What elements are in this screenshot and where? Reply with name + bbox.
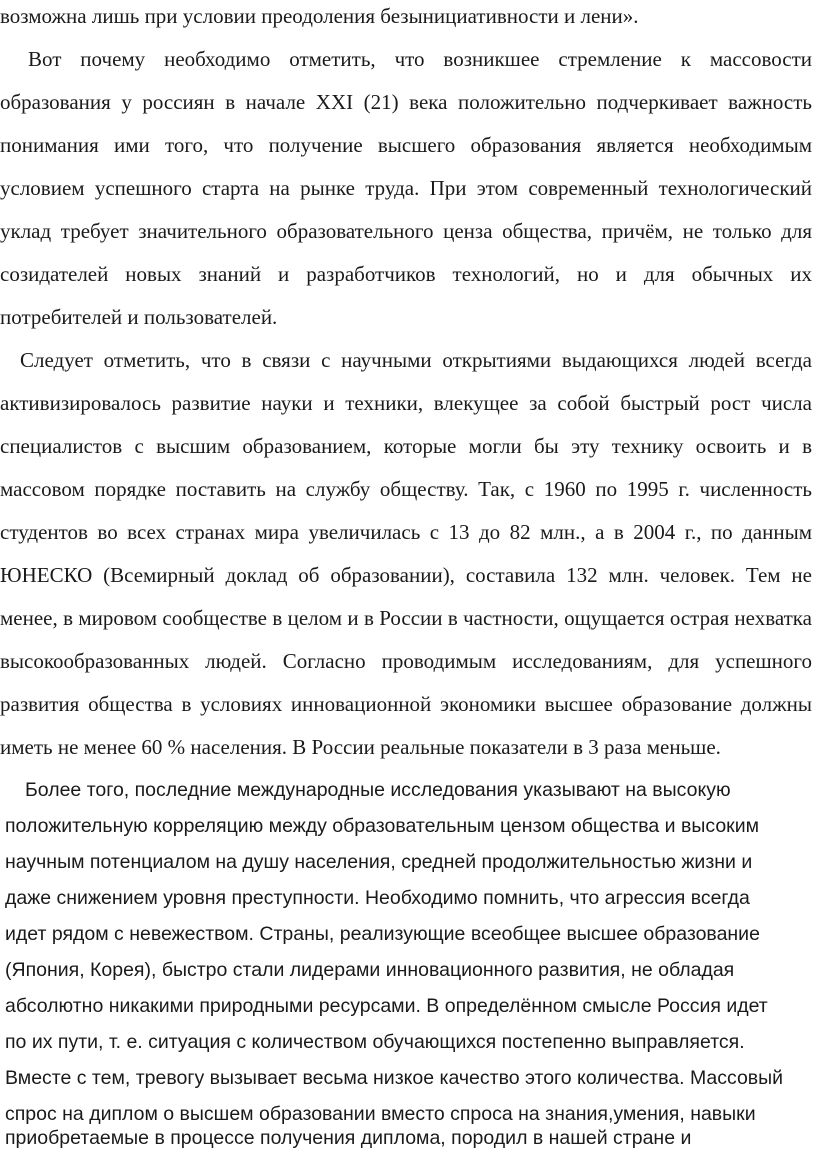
- text-line: понимания ими того, что получение высшего образования является необходимым: [0, 133, 812, 157]
- text-line: приобретаемые в процессе получения диплома, породил в нашей стране и: [5, 1127, 692, 1149]
- text-line: (Япония, Корея), быстро стали лидерами инновационного развития, не обладая: [5, 959, 735, 981]
- text-line: даже снижением уровня преступности. Необходимо помнить, что агрессия всегда: [5, 887, 750, 909]
- text-line: возможна лишь при условии преодоления безынициативности и лени».: [0, 4, 639, 28]
- text-line: специалистов с высшим образованием, которые могли бы эту технику освоить и в: [0, 434, 812, 458]
- text-line: Вот почему необходимо отметить, что возникшее стремление к массовости: [28, 47, 812, 71]
- text-line: положительную корреляцию между образовательным цензом общества и высоким: [5, 815, 760, 837]
- text-line: научным потенциалом на душу населения, средней продолжительностью жизни и: [5, 851, 753, 873]
- text-line: менее, в мировом сообществе в целом и в России в частности, ощущается острая нехватка: [0, 606, 812, 630]
- text-line: студентов во всех странах мира увеличилась с 13 до 82 млн., а в 2004 г., по данным: [0, 520, 812, 544]
- text-line: Вместе с тем, тревогу вызывает весьма низкое качество этого количества. Массовый: [5, 1067, 784, 1089]
- text-line: условием успешного старта на рынке труда. При этом современный технологический: [0, 176, 812, 200]
- text-line: иметь не менее 60 % населения. В России реальные показатели в 3 раза меньше.: [0, 735, 721, 759]
- text-line: потребителей и пользователей.: [0, 305, 278, 329]
- text-line: абсолютно никакими природными ресурсами. В определённом смысле Россия идет: [5, 995, 768, 1017]
- text-line: Следует отметить, что в связи с научными открытиями выдающихся людей всегда: [20, 348, 812, 372]
- text-line: Более того, последние международные исследования указывают на высокую: [25, 779, 731, 801]
- text-line: высокообразованных людей. Согласно проводимым исследованиям, для успешного: [0, 649, 812, 673]
- text-line: созидателей новых знаний и разработчиков технологий, но и для обычных их: [0, 262, 812, 286]
- text-line: идет рядом с невежеством. Страны, реализующие всеобщее высшее образование: [5, 923, 760, 945]
- text-line: спрос на диплом о высшем образовании вместо спроса на знания,умения, навыки: [5, 1103, 756, 1125]
- text-line: уклад требует значительного образовательного ценза общества, причём, не только для: [0, 219, 812, 243]
- text-line: активизировалось развитие науки и техники, влекущее за собой быстрый рост числа: [0, 391, 812, 415]
- text-line: массовом порядке поставить на службу обществу. Так, с 1960 по 1995 г. численность: [0, 477, 812, 501]
- text-line: по их пути, т. е. ситуация с количеством обучающихся постепенно выправляется.: [5, 1031, 745, 1053]
- text-line: развития общества в условиях инновационной экономики высшее образование должны: [0, 692, 812, 716]
- text-line: образования у россиян в начале XXI (21) века положительно подчеркивает важность: [0, 90, 812, 114]
- text-line: ЮНЕСКО (Всемирный доклад об образовании), составила 132 млн. человек. Тем не: [0, 563, 812, 587]
